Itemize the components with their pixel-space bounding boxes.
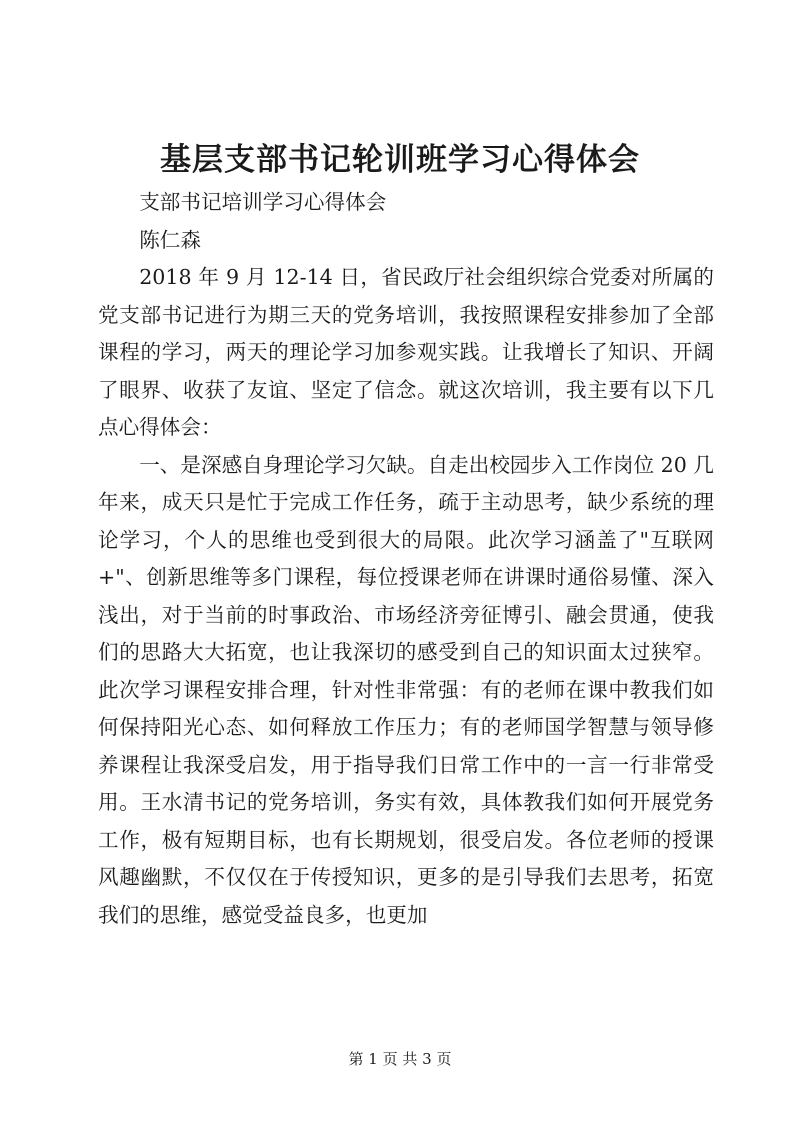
section-one-paragraph: 一、是深感自身理论学习欠缺。自走出校园步入工作岗位 20 几年来，成天只是忙于完成工作任务，疏于主动思考，缺少系统的理论学习，个人的思维也受到很大的局限。此次学习涵盖了"互联网+"、创新思维等多门课程，每位授课老师在讲课时通俗易懂、深入浅出，对于当前的时事政治、市场经济旁征博引、融会贯通，使我们的思路大大拓宽，也让我深切的感受到自己的知识面太过狭窄。此次学习课程安排合理，针对性非常强：有的老师在课中教我们如何保持阳光心态、如何释放工作压力；有的老师国学智慧与领导修养课程让我深受启发，用于指导我们日常工作中的一言一行非常受用。王水清书记的党务培训，务实有效，具体教我们如何开展党务工作，极有短期目标，也有长期规划，很受启发。各位老师的授课风趣幽默，不仅仅在于传授知识，更多的是引导我们去思考，拓宽我们的思维，感觉受益良多，也更加 xyxy=(98,452,714,927)
author-paragraph: 陈仁森 xyxy=(139,227,201,252)
page-number-footer: 第 1 页 共 3 页 xyxy=(348,1050,452,1068)
intro-paragraph: 2018 年 9 月 12-14 日，省民政厅社会组织综合党委对所属的党支部书记进行为期三天的党务培训，我按照课程安排参加了全部课程的学习，两天的理论学习加参观实践。让我增长了知识、开阔了眼界、收获了友谊、坚定了信念。就这次培训，我主要有以下几点心得体会： xyxy=(98,265,714,439)
subtitle-paragraph: 支部书记培训学习心得体会 xyxy=(139,190,387,214)
document-title: 基层支部书记轮训班学习心得体会 xyxy=(160,142,640,178)
document-body xyxy=(98,184,714,934)
